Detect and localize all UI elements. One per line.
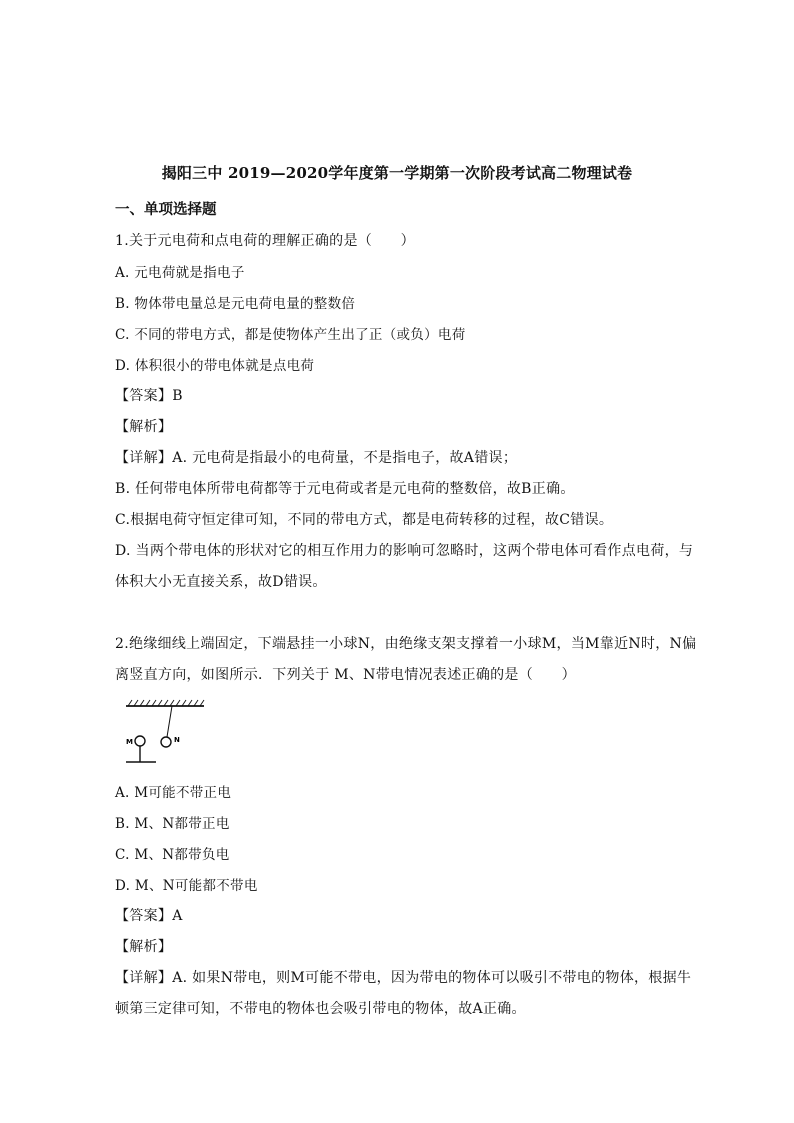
q2-option-d: D. M、N可能都不带电 [115, 878, 258, 894]
q2-detail-a-cont: 顿第三定律可知，不带电的物体也会吸引带电的物体，故A正确。 [115, 1001, 526, 1017]
q2-option-c: C. M、N都带负电 [115, 847, 230, 863]
q1-detail-d: D. 当两个带电体的形状对它的相互作用力的影响可忽略时，这两个带电体可看作点电荷，与 [115, 543, 694, 559]
q1-option-c: C. 不同的带电方式，都是使物体产生出了正（或负）电荷 [115, 327, 466, 343]
q2-stem-line-2: 离竖直方向，如图所示．下列关于 M、N带电情况表述正确的是（ ） [115, 667, 576, 683]
section-heading: 一、单项选择题 [115, 201, 217, 218]
q2-answer: 【答案】A [115, 908, 183, 924]
q2-option-a: A. M可能不带正电 [115, 785, 232, 801]
q2-figure [118, 698, 218, 768]
ball-n [161, 737, 171, 747]
q1-detail-b: B. 任何带电体所带电荷都等于元电荷或者是元电荷的整数倍，故B正确。 [115, 481, 575, 497]
ball-m [135, 736, 145, 746]
thread [167, 706, 172, 737]
q1-answer: 【答案】B [115, 388, 183, 404]
label-n: N [174, 736, 180, 744]
ceiling-hatching [128, 700, 204, 706]
q1-stem: 1.关于元电荷和点电荷的理解正确的是（ ） [115, 233, 415, 249]
q2-detail-a: 【详解】A. 如果N带电，则M可能不带电，因为带电的物体可以吸引不带电的物体，根据牛 [115, 970, 692, 986]
q2-stem-line-1: 2.绝缘细线上端固定，下端悬挂一小球N，由绝缘支架支撑着一小球M，当M靠近N时，N偏 [115, 636, 697, 652]
q1-detail-c: C.根据电荷守恒定律可知，不同的带电方式，都是电荷转移的过程，故C错误。 [115, 512, 614, 528]
q2-option-b: B. M、N都带正电 [115, 816, 230, 832]
q1-option-d: D. 体积很小的带电体就是点电荷 [115, 358, 315, 374]
page-title: 揭阳三中 2019—2020学年度第一学期第一次阶段考试高二物理试卷 [161, 164, 633, 182]
q1-detail-d-cont: 体积大小无直接关系，故D错误。 [115, 574, 327, 590]
q1-option-a: A. 元电荷就是指电子 [115, 265, 245, 281]
q2-analysis-label: 【解析】 [115, 939, 173, 955]
q1-analysis-label: 【解析】 [115, 419, 173, 435]
q1-option-b: B. 物体带电量总是元电荷电量的整数倍 [115, 296, 356, 312]
label-m: M [126, 738, 133, 746]
q1-detail-a: 【详解】A. 元电荷是指最小的电荷量，不是指电子，故A错误； [115, 450, 518, 466]
